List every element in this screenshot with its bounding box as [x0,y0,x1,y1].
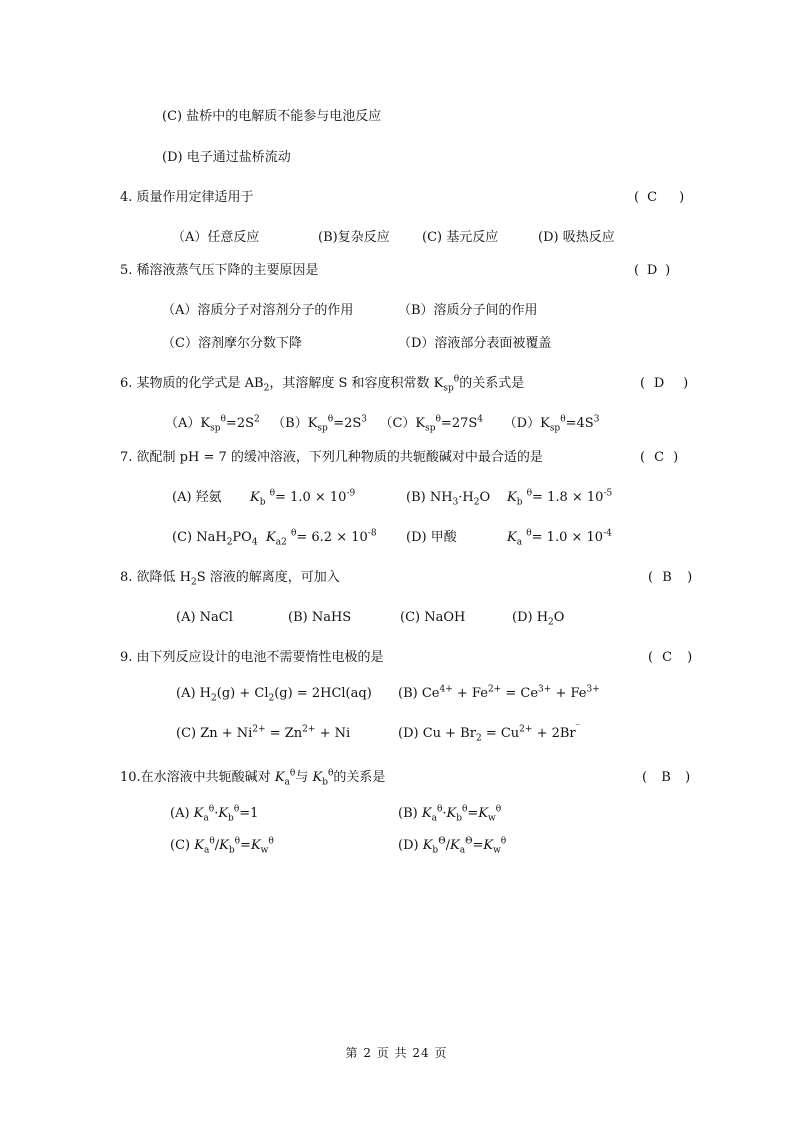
q6-option-d: $(D)K_{sp}^\theta=4S^3$ [503,414,600,434]
q8-option-c: (C) NaOH [400,610,466,625]
q7-option-b-value: $K_b$ $^\theta= 1.8 \times 10^{-5}$ [507,488,613,508]
q8-option-b: (B) NaHS [288,610,352,625]
q9-option-c: (C) $Zn + Ni^{2+} = Zn^{2+} + Ni$ [176,724,351,741]
q10-answer: ( B ) [642,770,691,785]
q6-answer: ( D ) [640,376,689,391]
q7-option-d-value: $K_a$ $^\theta= 1.0 \times 10^{-4}$ [507,528,612,548]
q4-option-c: (C) 基元反应 [422,230,499,245]
q4-answer: ( C ) [634,190,685,205]
q8-option-d: (D) $H_2O$ [512,610,565,628]
q5-answer: ( D ) [634,263,671,278]
q4-option-a: （A）任意反应 [172,230,260,245]
q9-option-a: (A) $H_2(g) + Cl_2(g) = 2HCl(aq)$ [176,686,372,704]
q10-option-b: (B) $K_a^\theta\cdot K_b^\theta=K_w^\theta$ [398,804,502,824]
page-footer: 第 2 页 共 24 页 [345,1046,448,1060]
q6-options [165,416,599,432]
q3-option-c: (C) 盐桥中的电解质不能参与电池反应 [162,109,382,124]
q7-option-c-label: (C) $NaH_2PO_4$ [172,530,258,548]
q8-option-a: (A) NaCl [176,610,233,625]
q9-answer: ( C ) [648,650,693,665]
q8-answer: ( B ) [648,570,693,585]
q9-option-b: (B) $Ce^{4+} + Fe^{2+} = Ce^{3+} + Fe^{3+}$ [398,684,600,701]
q6-option-c: $(C)K_{sp}^\theta=27S^4$ [379,414,483,434]
q10-option-d: (D) $K_b^\Theta/K_a^\Theta=K_w^\theta$ [398,836,507,856]
q4-option-b: (B)复杂反应 [318,230,390,245]
q5-option-a: （A）溶质分子对溶剂分子的作用 [162,303,354,318]
q8-stem: 8. 欲降低 $H_2S$ 溶液的解离度，可加入 [120,570,340,588]
q7-option-a-value: $K_b$ $^\theta= 1.0 \times 10^{-9}$ [250,488,356,508]
q6-stem: 6. 某物质的化学式是 $AB_2$，其溶解度 S 和容度积常数 $K_{sp}^\theta$的关系式是 [120,374,525,394]
q6-option-a: $(A)K_{sp}^\theta=2S^2$ [165,414,260,434]
q7-option-b-label: (B) $NH_3\cdot H_2O$ [406,490,491,508]
q7-option-a-label: (A) 羟氨 [172,490,222,505]
q10-stem: 10.在水溶液中共轭酸碱对 $K_a^\theta$与 $K_b^\theta$的关系是 [120,768,386,788]
q7-option-c-value: $K_{a2}$ $^\theta= 6.2 \times 10^{-8}$ [266,528,377,548]
q4-stem: 4. 质量作用定律适用于 [120,190,254,205]
q6-option-b: $(B)K_{sp}^\theta=2S^3$ [272,414,368,434]
q5-option-d: （D）溶液部分表面被覆盖 [398,336,552,351]
q5-option-b: （B）溶质分子间的作用 [398,303,538,318]
q10-option-c: (C) $K_a^\theta/K_b^\theta=K_w^\theta$ [170,836,274,856]
q7-option-d-label: (D) 甲酸 [406,530,457,545]
q3-option-d: (D) 电子通过盐桥流动 [162,150,291,165]
q9-option-d: (D) $Cu + Br_2 = Cu^{2+} + 2Br^‾$ [398,724,581,744]
q7-stem: 7. 欲配制 pH = 7 的缓冲溶液，下列几种物质的共轭酸碱对中最合适的是 [120,450,543,465]
q5-option-c: （C）溶剂摩尔分数下降 [162,336,302,351]
q5-stem: 5. 稀溶液蒸气压下降的主要原因是 [120,263,319,278]
q4-option-d: (D) 吸热反应 [538,230,615,245]
q10-option-a: (A) $K_a^\theta\cdot K_b^\theta=1$ [170,804,259,824]
q9-stem: 9. 由下列反应设计的电池不需要惰性电极的是 [120,650,384,665]
q7-answer: ( C ) [640,450,679,465]
